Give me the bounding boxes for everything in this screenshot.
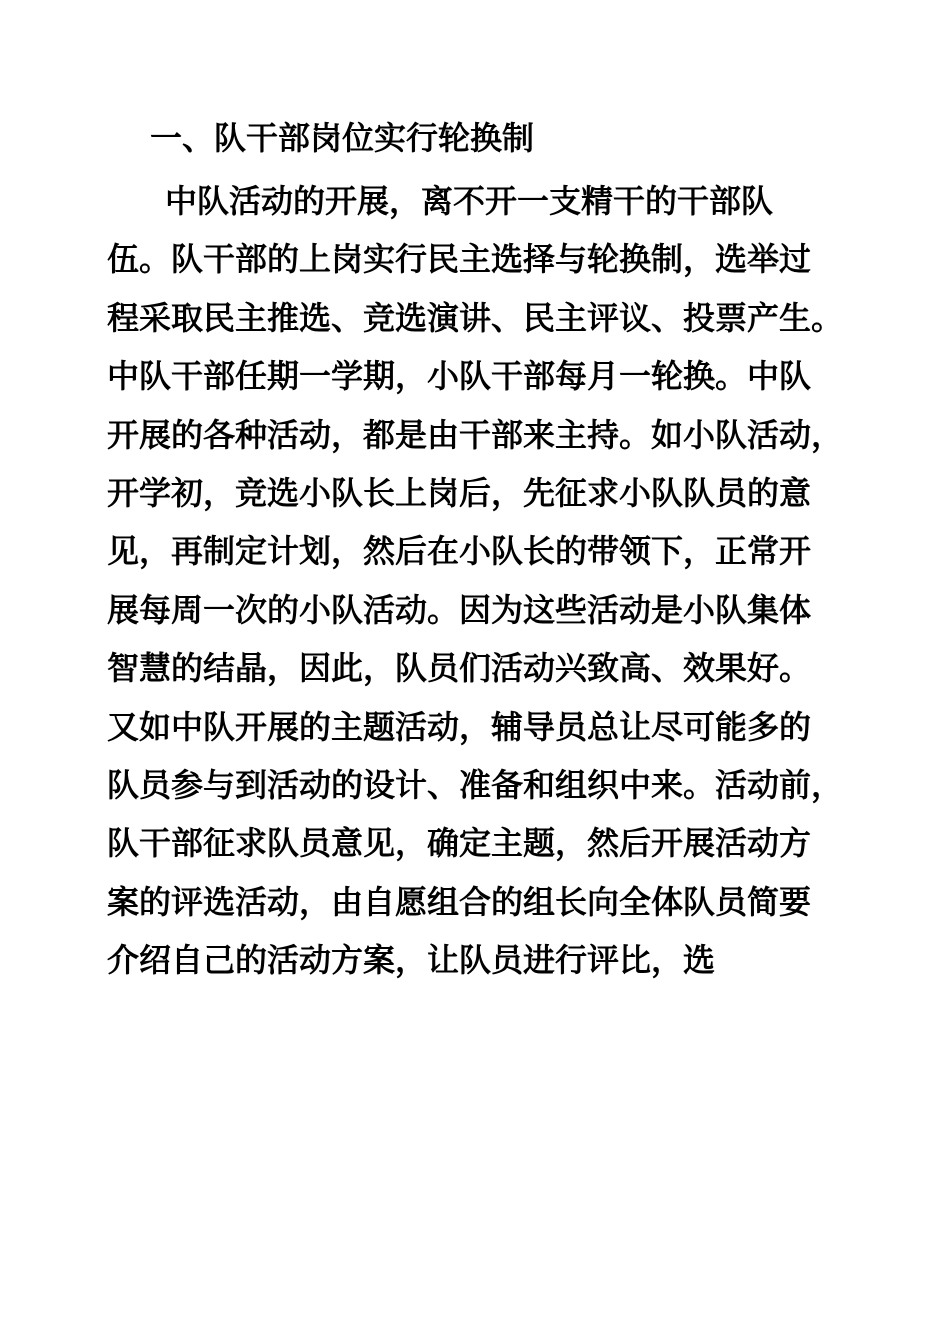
paragraph-line: 中队活动的开展，离不开一支精干的干部队 (165, 182, 774, 220)
paragraph-line: 中队干部任期一学期，小队干部每月一轮换。中队 (107, 357, 812, 396)
paragraph-line: 智慧的结晶，因此，队员们活动兴致高、效果好。 (107, 649, 812, 688)
paragraph-line: 又如中队开展的主题活动，辅导员总让尽可能多的 (107, 707, 812, 746)
paragraph-line: 队干部征求队员意见，确定主题，然后开展活动方 (107, 824, 812, 863)
paragraph-line: 开学初，竞选小队长上岗后，先征求小队队员的意 (107, 473, 812, 512)
paragraph-line: 程采取民主推选、竞选演讲、民主评议、投票产生。 (107, 298, 844, 337)
body-paragraph (107, 172, 867, 989)
paragraph-line: 案的评选活动，由自愿组合的组长向全体队员简要 (107, 882, 812, 921)
paragraph-line: 展每周一次的小队活动。因为这些活动是小队集体 (107, 590, 812, 629)
paragraph-line: 队员参与到活动的设计、准备和组织中来。活动前， (107, 765, 844, 804)
paragraph-line: 伍。队干部的上岗实行民主选择与轮换制，选举过 (107, 240, 812, 279)
paragraph-line: 见，再制定计划，然后在小队长的带领下，正常开 (107, 532, 812, 571)
section-heading: 一、队干部岗位实行轮换制 (150, 119, 535, 157)
paragraph-line: 开展的各种活动，都是由干部来主持。如小队活动， (107, 415, 844, 454)
paragraph-line: 介绍自己的活动方案，让队员进行评比，选 (107, 941, 716, 980)
